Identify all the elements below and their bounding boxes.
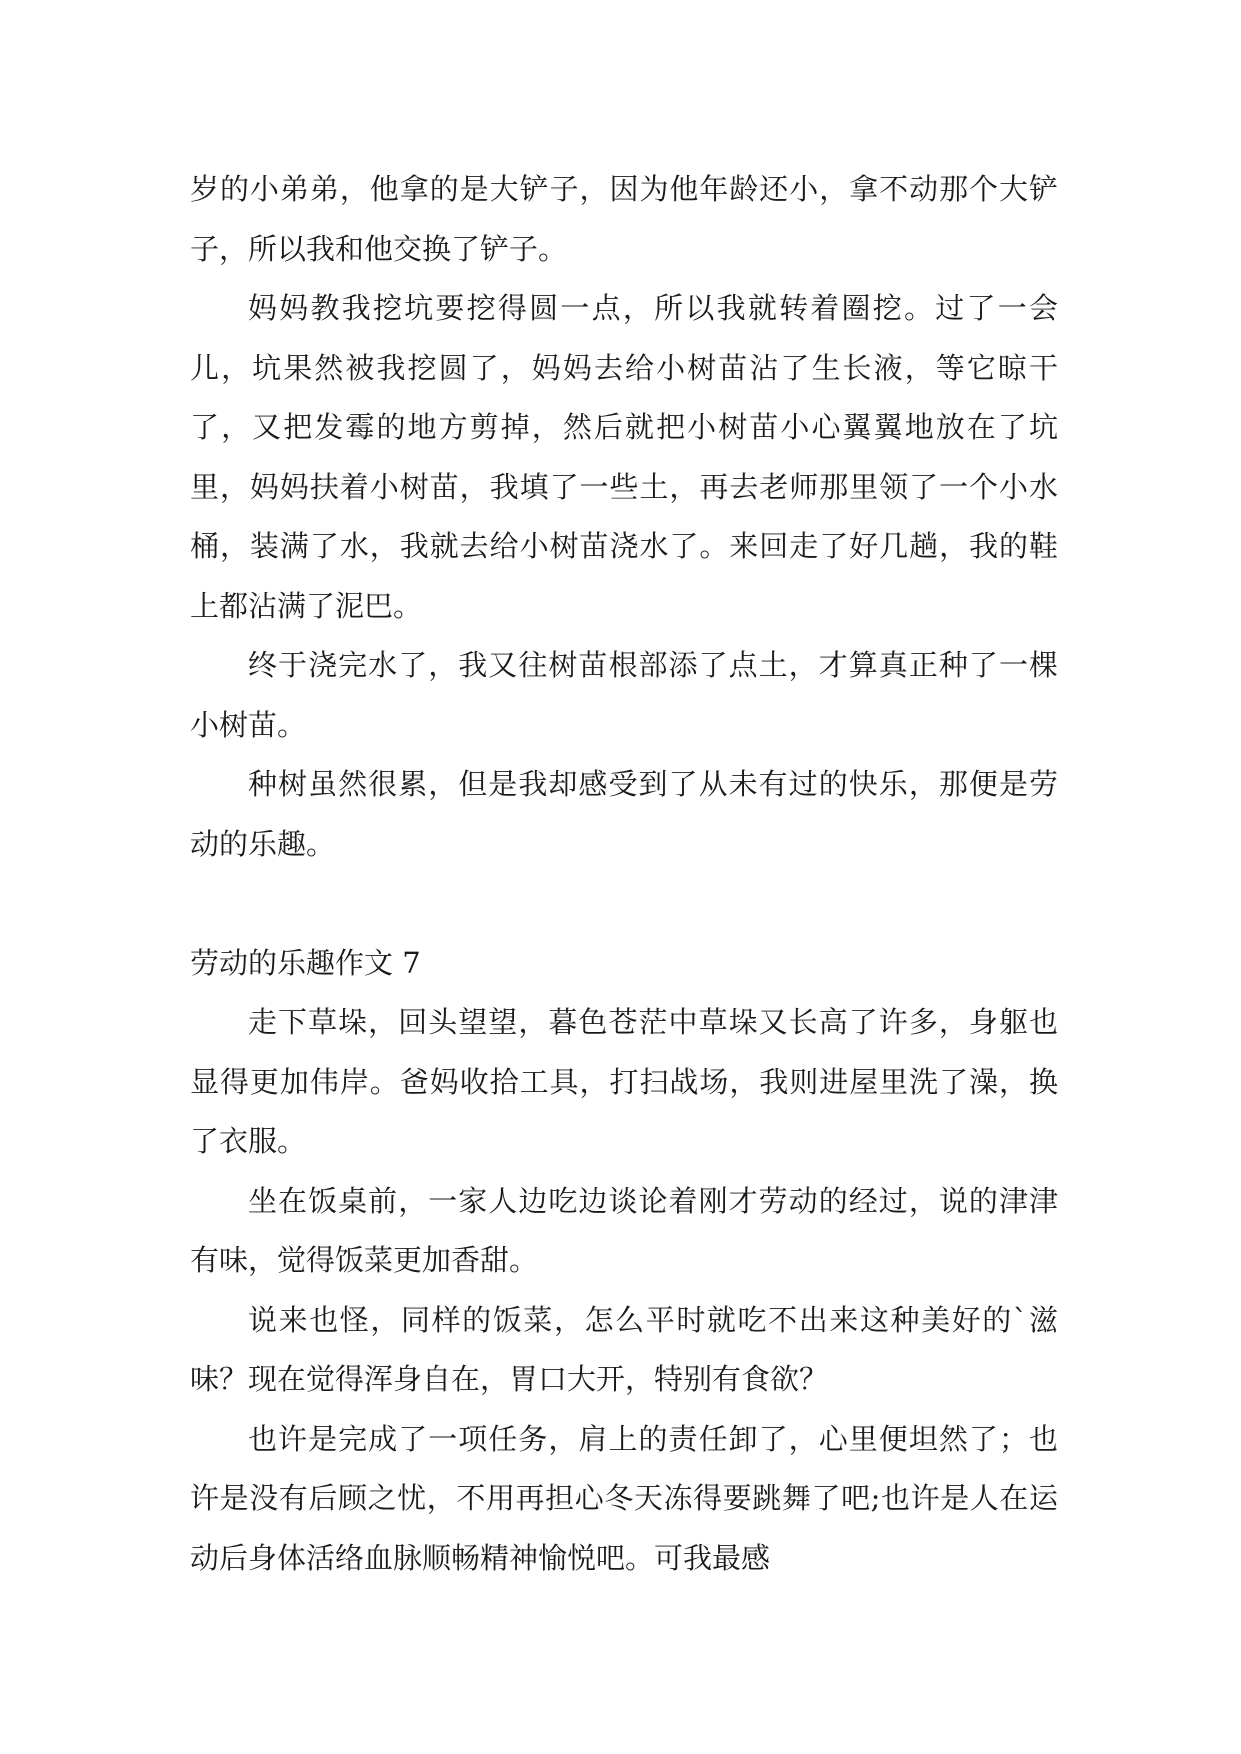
paragraph-7: 说来也怪，同样的饭菜，怎么平时就吃不出来这种美好的`滋味？现在觉得浑身自在，胃口大开，特别有食欲？ [190,1302,1058,1396]
paragraph-4: 种树虽然很累，但是我却感受到了从未有过的快乐，那便是劳动的乐趣。 [190,767,1058,861]
paragraph-2: 妈妈教我挖坑要挖得圆一点，所以我就转着圈挖。过了一会儿，坑果然被我挖圆了，妈妈去给小树苗沾了生长液，等它晾干了，又把发霉的地方剪掉，然后就把小树苗小心翼翼地放在了坑里，妈妈扶着小树苗，我填了一些土，再去老师那里领了一个小水桶，装满了水，我就去给小树苗浇水了。来回走了好几趟，我的鞋上都沾满了泥巴。 [190,291,1058,623]
paragraph-5: 走下草垛，回头望望，暮色苍茫中草垛又长高了许多，身躯也显得更加伟岸。爸妈收拾工具，打扫战场，我则进屋里洗了澡，换了衣服。 [190,1005,1058,1158]
section-heading: 劳动的乐趣作文 7 [190,945,421,980]
paragraph-6: 坐在饭桌前，一家人边吃边谈论着刚才劳动的经过，说的津津有味，觉得饭菜更加香甜。 [190,1183,1058,1277]
paragraph-3: 终于浇完水了，我又往树苗根部添了点土，才算真正种了一棵小树苗。 [190,648,1058,742]
document-body [190,160,1058,1588]
paragraph-1: 岁的小弟弟，他拿的是大铲子，因为他年龄还小，拿不动那个大铲子，所以我和他交换了铲子。 [190,172,1058,266]
paragraph-8: 也许是完成了一项任务，肩上的责任卸了，心里便坦然了；也许是没有后顾之忧，不用再担心冬天冻得要跳舞了吧;也许是人在运动后身体活络血脉顺畅精神愉悦吧。可我最感 [190,1421,1058,1575]
